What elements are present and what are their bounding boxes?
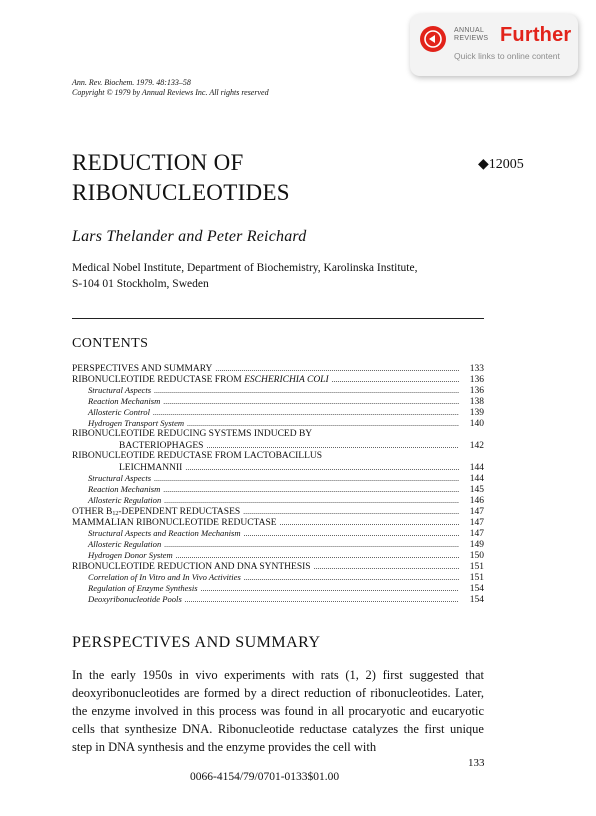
toc-leader-dots [314,561,459,572]
toc-entry-page: 146 [469,496,484,506]
toc-entry-label: RIBONUCLEOTIDE REDUCTION AND DNA SYNTHESIS [72,562,311,572]
toc-entry-page: 154 [469,595,484,605]
contents-heading: CONTENTS [72,336,149,351]
toc-leader-dots [215,363,459,374]
toc-entry-page: 151 [469,573,484,583]
toc-entry [72,572,484,583]
divider [72,318,484,319]
toc-entry [72,473,484,484]
toc-entry-label: Reaction Mechanism [88,484,161,494]
toc-leader-dots [163,396,459,407]
toc-entry-label: MAMMALIAN RIBONUCLEOTIDE REDUCTASE [72,518,277,528]
toc-entry [72,396,484,407]
footer-code: 0066-4154/79/0701-0133$01.00 [190,771,340,783]
toc-entry-label: LEICHMANNII [119,463,183,473]
toc-leader-dots [154,385,459,396]
toc-entry [72,594,484,605]
toc-leader-dots [201,583,459,594]
toc-entry [72,506,484,517]
authors: Lars Thelander and Peter Reichard [72,228,307,245]
toc-entry-label: Structural Aspects and Reaction Mechanism [88,528,241,538]
toc-leader-dots [176,550,459,561]
badge-publisher-label: ANNUAL REVIEWS [454,27,489,42]
article-title: REDUCTION OF RIBONUCLEOTIDES [72,150,290,205]
toc-entry-label: Structural Aspects [88,385,152,395]
toc-entry-page: 144 [469,463,484,473]
toc-entry [72,528,484,539]
toc-entry [72,363,484,374]
toc-entry-page: 149 [469,540,484,550]
toc-entry [72,451,484,462]
toc-leader-dots [163,484,459,495]
toc-leader-dots [154,473,459,484]
toc-leader-dots [244,528,459,539]
toc-entry-label: Regulation of Enzyme Synthesis [88,583,198,593]
toc-entry-page: 142 [469,441,484,451]
toc-entry-page: 145 [469,485,484,495]
toc-entry-label: RIBONUCLEOTIDE REDUCTASE FROM LACTOBACILLUS [72,451,323,461]
citation [72,78,269,98]
toc-entry-page: 147 [469,529,484,539]
toc-leader-dots [206,440,459,451]
toc-entry-page: 151 [469,562,484,572]
toc-entry-page: 133 [469,364,484,374]
toc-entry [72,484,484,495]
section-heading: PERSPECTIVES AND SUMMARY [72,634,321,651]
toc-entry [72,407,484,418]
toc-entry-label: Reaction Mechanism [88,396,161,406]
toc-entry-label: Hydrogen Transport System [88,418,185,428]
toc-leader-dots [243,506,459,517]
toc-leader-dots [153,407,459,418]
toc-entry-label: BACTERIOPHAGES [119,441,204,451]
copyright-line: Copyright © 1979 by Annual Reviews Inc. All rights reserved [72,88,269,97]
toc-entry-page: 144 [469,474,484,484]
badge-tagline: Quick links to online content [454,51,560,61]
toc-entry-label: Deoxyribonucleotide Pools [88,594,182,604]
affiliation: Medical Nobel Institute, Department of Biochemistry, Karolinska Institute, S-104 01 Stockholm, Sweden [72,262,418,290]
toc-entry-page: 154 [469,584,484,594]
badge-brand: Further [500,24,572,46]
toc-entry [72,374,484,385]
document-number: ◆12005 [478,157,524,172]
toc-entry-page: 147 [469,507,484,517]
toc-entry-label: Allosteric Regulation [88,495,162,505]
toc-entry [72,440,484,451]
toc-entry-label: Correlation of In Vitro and In Vivo Activities [88,572,241,582]
table-of-contents [72,363,484,605]
toc-entry [72,418,484,429]
page-number: 133 [468,757,485,769]
toc-entry [72,462,484,473]
toc-leader-dots [280,517,459,528]
toc-entry-label: RIBONUCLEOTIDE REDUCTASE FROM ESCHERICHIA COLI [72,375,329,385]
toc-leader-dots [244,572,459,583]
toc-leader-dots [187,418,459,429]
toc-entry-page: 140 [469,419,484,429]
toc-entry-page: 147 [469,518,484,528]
toc-leader-dots [185,462,459,473]
toc-entry [72,550,484,561]
toc-entry [72,583,484,594]
toc-entry [72,517,484,528]
toc-entry-label: Allosteric Control [88,407,150,417]
toc-entry-page: 150 [469,551,484,561]
body-paragraph: In the early 1950s in vivo experiments with rats (1, 2) first suggested that deoxyribonucleotides are formed by a direct reduction of ribonucleotides. Later, the enzyme involved in this process was found in all procaryotic and eucaryotic cells that synthesize DNA. Ribonucleotide reductase catalyzes the first unique step in DNA synthesis and the enzyme provides the cell with [72,668,484,754]
toc-entry [72,385,484,396]
toc-entry-label: Hydrogen Donor System [88,550,173,560]
toc-entry-page: 136 [469,386,484,396]
toc-entry-label: RIBONUCLEOTIDE REDUCING SYSTEMS INDUCED BY [72,429,313,439]
citation-line: Ann. Rev. Biochem. 1979. 48:133–58 [72,78,191,87]
toc-entry-page: 139 [469,408,484,418]
toc-entry [72,495,484,506]
toc-entry-label: PERSPECTIVES AND SUMMARY [72,364,213,374]
toc-leader-dots [332,374,459,385]
toc-leader-dots [164,495,459,506]
toc-entry [72,539,484,550]
toc-leader-dots [164,539,459,550]
toc-entry-page: 136 [469,375,484,385]
toc-entry-label: Structural Aspects [88,473,152,483]
toc-entry-label: Allosteric Regulation [88,539,162,549]
further-link-badge[interactable] [410,14,578,76]
toc-entry [72,429,484,440]
toc-entry [72,561,484,572]
toc-entry-page: 138 [469,397,484,407]
back-arrow-icon [420,26,446,52]
toc-entry-label: OTHER $B_{12}$-DEPENDENT REDUCTASES [72,507,241,517]
toc-leader-dots [185,594,459,605]
